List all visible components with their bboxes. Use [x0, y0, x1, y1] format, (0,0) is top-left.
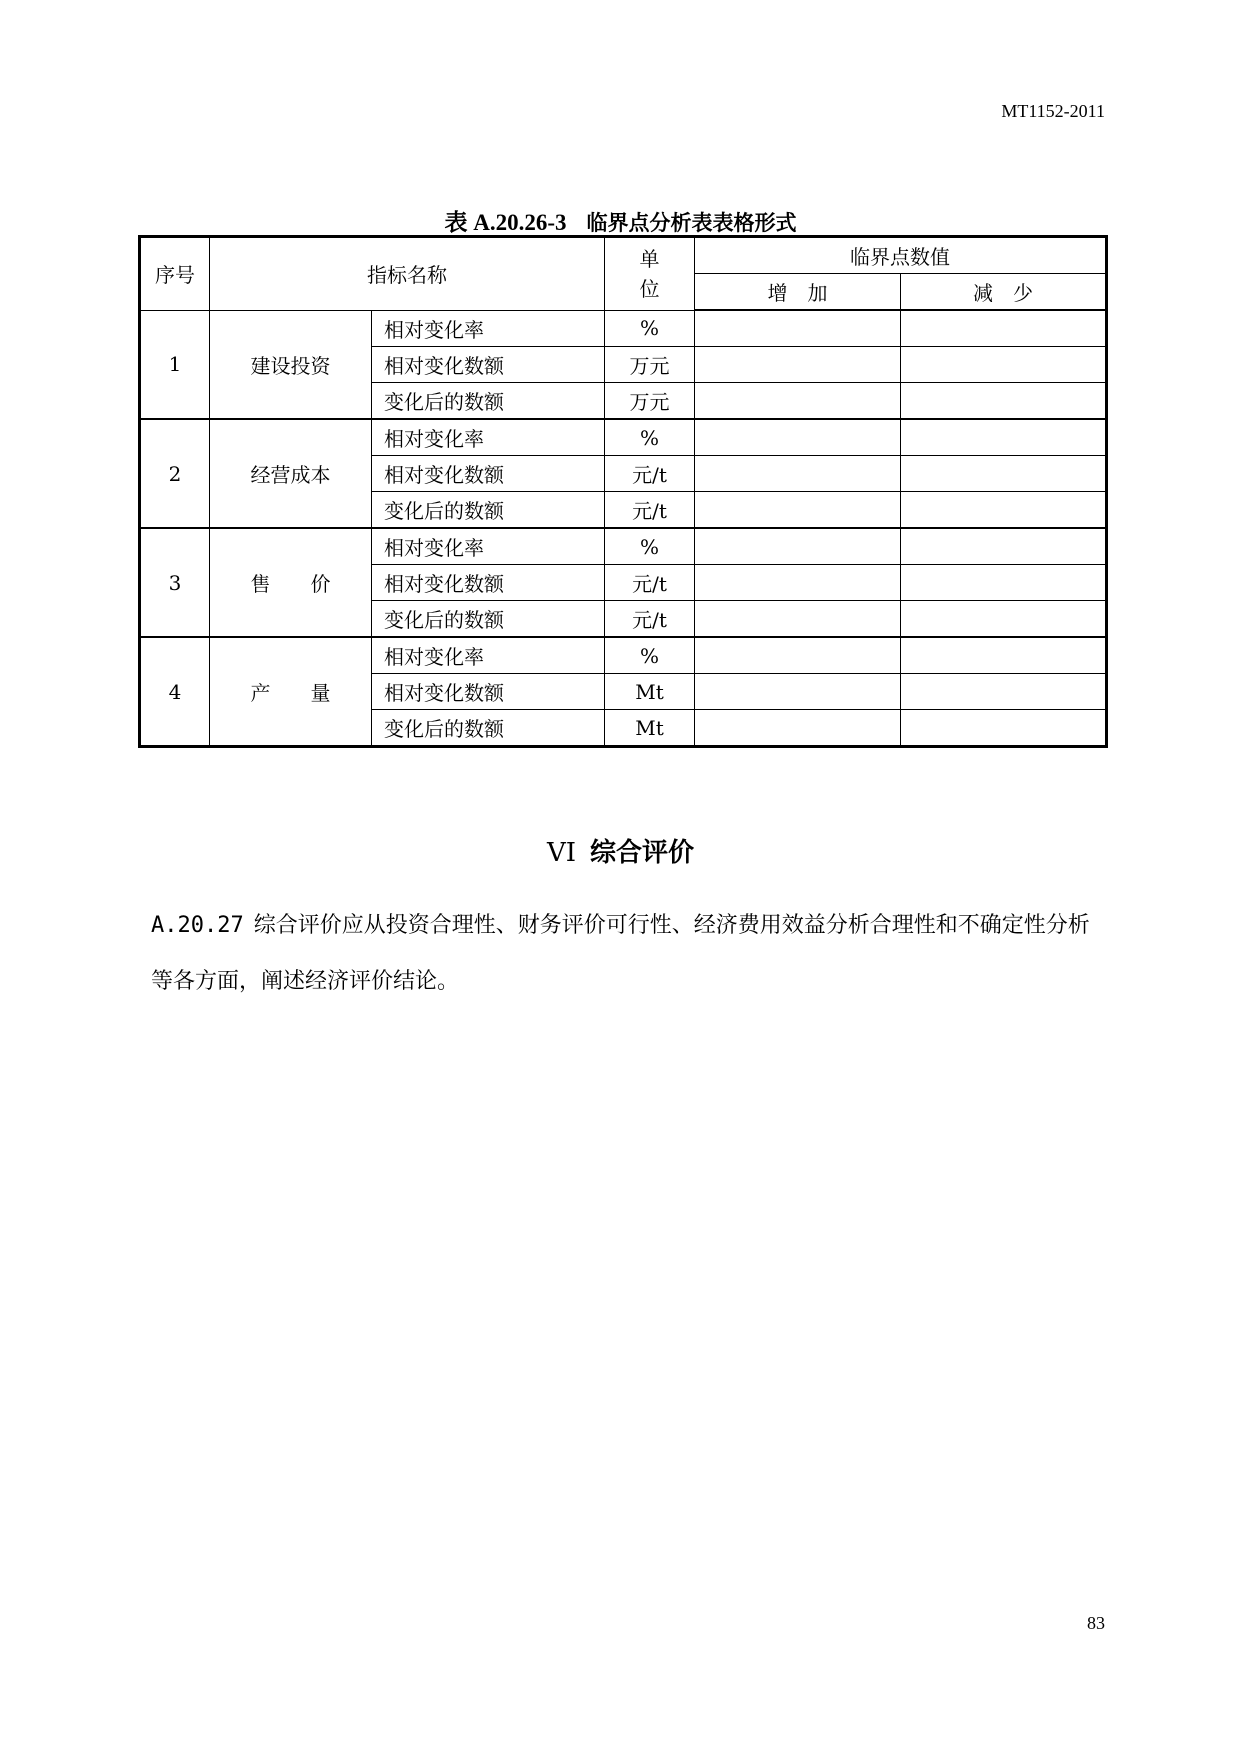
row-decrease-cell	[901, 492, 1107, 529]
row-decrease-cell	[901, 710, 1107, 747]
header-unit-line2: 位	[639, 276, 660, 301]
table-row	[140, 637, 1107, 674]
row-unit: 万元	[605, 347, 695, 383]
row-seq: 2	[140, 419, 210, 528]
row-metric: 相对变化数额	[372, 674, 605, 710]
header-seq: 序号	[140, 237, 210, 311]
row-metric: 相对变化数额	[372, 347, 605, 383]
row-increase-cell	[695, 347, 901, 383]
header-indicator	[210, 237, 605, 311]
table-row	[140, 419, 1107, 456]
row-unit: %	[605, 419, 695, 456]
row-indicator-name: 产 量	[210, 637, 372, 747]
row-decrease-cell	[901, 310, 1107, 347]
clause-text: 综合评价应从投资合理性、财务评价可行性、经济费用效益分析合理性和不确定性分析等各方面，阐述经济评价结论。	[151, 913, 1090, 994]
row-unit: %	[605, 528, 695, 565]
table-caption-number: 表 A.20.26-3	[444, 210, 567, 235]
row-metric: 相对变化数额	[372, 456, 605, 492]
row-metric: 相对变化数额	[372, 565, 605, 601]
header-increase: 增 加	[695, 274, 901, 311]
table-caption	[0, 204, 1241, 237]
row-metric: 相对变化率	[372, 310, 605, 347]
row-decrease-cell	[901, 528, 1107, 565]
header-unit	[605, 237, 695, 311]
row-increase-cell	[695, 310, 901, 347]
row-decrease-cell	[901, 456, 1107, 492]
row-increase-cell	[695, 528, 901, 565]
table-caption-title: 临界点分析表表格形式	[586, 211, 797, 235]
row-unit: 元/t	[605, 565, 695, 601]
row-increase-cell	[695, 419, 901, 456]
row-metric: 相对变化率	[372, 528, 605, 565]
row-decrease-cell	[901, 383, 1107, 420]
row-metric: 变化后的数额	[372, 492, 605, 529]
row-metric: 变化后的数额	[372, 710, 605, 747]
row-increase-cell	[695, 674, 901, 710]
header-indicator-label: 指标名称	[367, 263, 447, 288]
row-unit: 元/t	[605, 492, 695, 529]
section-title: 综合评价	[590, 838, 695, 868]
row-metric: 相对变化率	[372, 637, 605, 674]
row-unit: 元/t	[605, 601, 695, 638]
row-indicator-name: 建设投资	[210, 310, 372, 419]
row-increase-cell	[695, 456, 901, 492]
row-decrease-cell	[901, 674, 1107, 710]
header-unit-line1: 单	[639, 246, 660, 271]
clause-paragraph	[151, 898, 1091, 1010]
row-decrease-cell	[901, 601, 1107, 638]
row-indicator-name: 经营成本	[210, 419, 372, 528]
row-metric: 变化后的数额	[372, 601, 605, 638]
row-metric: 变化后的数额	[372, 383, 605, 420]
row-increase-cell	[695, 383, 901, 420]
row-increase-cell	[695, 637, 901, 674]
row-unit: 元/t	[605, 456, 695, 492]
header-critical: 临界点数值	[695, 237, 1107, 274]
row-decrease-cell	[901, 419, 1107, 456]
table-row	[140, 310, 1107, 347]
section-heading	[0, 832, 1241, 869]
row-increase-cell	[695, 492, 901, 529]
row-indicator-name: 售 价	[210, 528, 372, 637]
row-seq: 3	[140, 528, 210, 637]
row-decrease-cell	[901, 565, 1107, 601]
row-increase-cell	[695, 565, 901, 601]
row-unit: %	[605, 637, 695, 674]
row-unit: Mt	[605, 710, 695, 747]
clause-number: A.20.27	[151, 913, 244, 938]
table-row	[140, 528, 1107, 565]
row-increase-cell	[695, 710, 901, 747]
row-seq: 4	[140, 637, 210, 747]
page-number: 83	[1087, 1613, 1105, 1633]
row-metric: 相对变化率	[372, 419, 605, 456]
row-seq: 1	[140, 310, 210, 419]
critical-point-table-container	[138, 235, 1108, 748]
row-decrease-cell	[901, 347, 1107, 383]
row-unit: %	[605, 310, 695, 347]
header-row-1	[140, 237, 1107, 274]
section-roman-numeral: VI	[546, 838, 577, 868]
row-unit: Mt	[605, 674, 695, 710]
header-decrease: 减 少	[901, 274, 1107, 311]
row-decrease-cell	[901, 637, 1107, 674]
row-unit: 万元	[605, 383, 695, 420]
critical-point-table	[138, 235, 1108, 748]
row-increase-cell	[695, 601, 901, 638]
document-code: MT1152-2011	[1001, 101, 1105, 121]
